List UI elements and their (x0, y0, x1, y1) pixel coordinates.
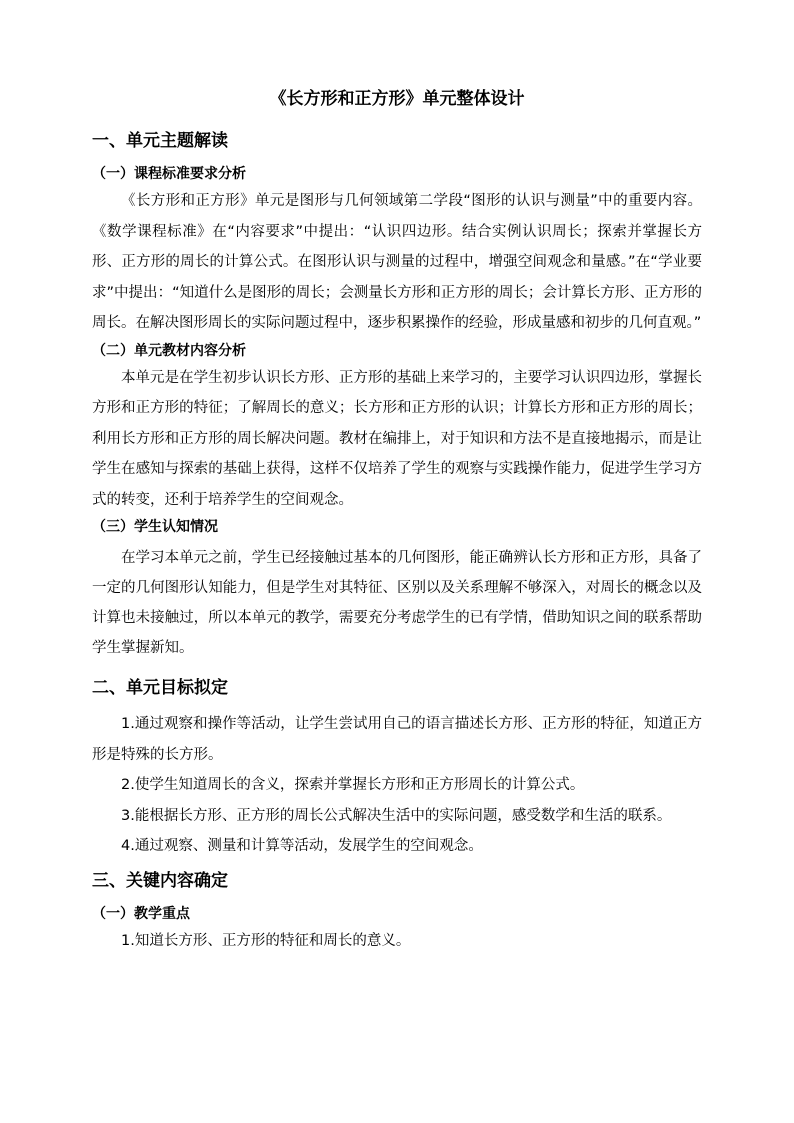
subsection-heading-student-cognition: （三）学生认知情况 (92, 519, 218, 535)
paragraph-textbook-content: 本单元是在学生初步认识长方形、正方形的基础上来学习的，主要学习认识四边形，掌握长方形和正方形的特征；了解周长的意义；长方形和正方形的认识；计算长方形和正方形的周长；利用长方形和正方形的周长解决问题。教材在编排上，对于知识和方法不是直接地揭示，而是让学生在感知与探索的基础上获得，这样不仅培养了学生的观察与实践操作能力，促进学生学习方式的转变，还利于培养学生的空间观念。 (92, 369, 702, 508)
paragraph-curriculum-standard: 《长方形和正方形》单元是图形与几何领域第二学段“图形的认识与测量”中的重要内容。《数学课程标准》在“内容要求”中提出：“认识四边形。结合实例认识周长；探索并掌握长方形、正方形的周长的计算公式。在图形认识与测量的过程中，增强空间观念和量感。”在“学业要求”中提出：“知道什么是图形的周长；会测量长方形和正方形的周长；会计算长方形、正方形的周长。在解决图形周长的实际问题过程中，逐步积累操作的经验，形成量感和初步的几何直观。” (92, 193, 702, 331)
goal-item-3: 3.能根据长方形、正方形的周长公式解决生活中的实际问题，感受数学和生活的联系。 (121, 807, 672, 824)
subsection-heading-curriculum-standard: （一）课程标准要求分析 (92, 166, 246, 182)
teaching-focus-item-1: 1.知道长方形、正方形的特征和周长的意义。 (121, 932, 411, 949)
paragraph-student-cognition: 在学习本单元之前，学生已经接触过基本的几何图形，能正确辨认长方形和正方形，具备了一定的几何图形认知能力，但是学生对其特征、区别以及关系理解不够深入，对周长的概念以及计算也未接触过，所以本单元的教学，需要充分考虑学生的已有学情，借助知识之间的联系帮助学生掌握新知。 (92, 550, 702, 656)
document-title: 《长方形和正方形》单元整体设计 (269, 89, 525, 109)
goal-item-4: 4.通过观察、测量和计算等活动，发展学生的空间观念。 (121, 838, 483, 854)
section-heading-unit-theme: 一、单元主题解读 (92, 131, 228, 151)
goal-item-1: 1.通过观察和操作等活动，让学生尝试用自己的语言描述长方形、正方形的特征，知道正方形是特殊的长方形。 (92, 716, 702, 763)
section-heading-key-content: 三、关键内容确定 (92, 870, 228, 891)
subsection-heading-teaching-focus: （一）教学重点 (92, 905, 190, 922)
subsection-heading-textbook-content: （二）单元教材内容分析 (92, 342, 246, 359)
goal-item-2: 2.使学生知道周长的含义，探索并掌握长方形和正方形周长的计算公式。 (121, 777, 585, 793)
section-heading-unit-goals: 二、单元目标拟定 (92, 678, 228, 698)
